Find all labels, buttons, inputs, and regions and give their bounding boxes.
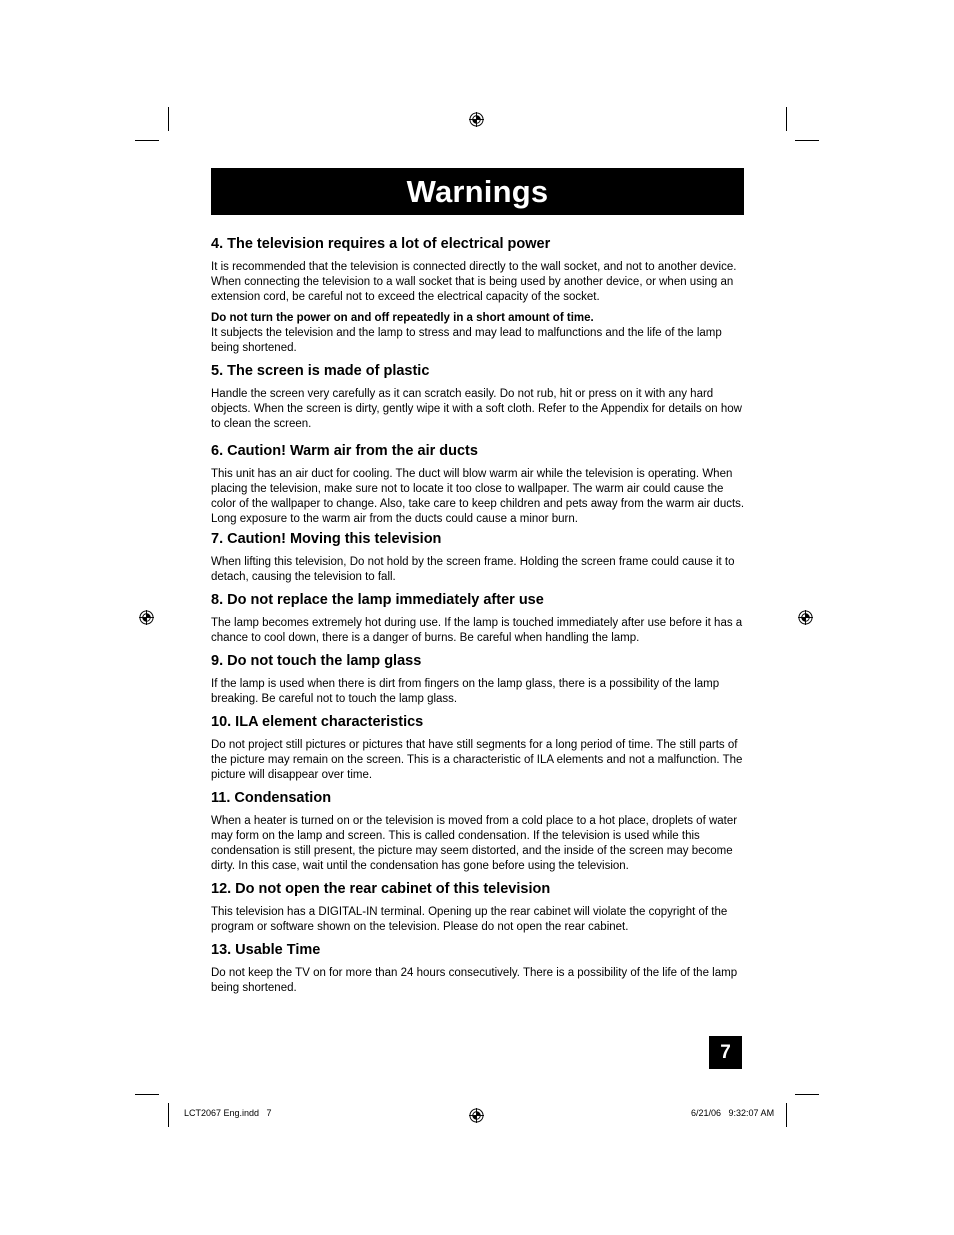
section-heading: 10. ILA element characteristics [211,714,424,730]
section-bold-note: Do not turn the power on and off repeatedly in a short amount of time. [211,312,594,324]
section-warm-air [211,443,745,527]
footer-timestamp: 6/21/06 9:32:07 AM [691,1108,775,1118]
section-paragraph: Do not project still pictures or pictures that have still segments for a long period of time. The still parts of the picture may remain on the screen. This is a characteristic of ILA elements and not a malfunction. The picture will disappear over time. [211,739,743,781]
page-title: Warnings [211,168,744,215]
crop-mark-top-left-vertical [168,107,169,131]
section-condensation [211,790,745,874]
page-number-badge: 7 [709,1036,742,1069]
section-paragraph: Handle the screen very carefully as it can scratch easily. Do not rub, hit or press on it with any hard objects. When the screen is dirty, gently wipe it with a soft cloth. Refer to the Appendix for details on how to clean the screen. [211,388,742,430]
crop-mark-bottom-right-horizontal [795,1094,819,1095]
section-paragraph: If the lamp is used when there is dirt from fingers on the lamp glass, there is a possibility of the lamp breaking. Be careful not to touch the lamp glass. [211,678,720,705]
section-paragraph: This unit has an air duct for cooling. The duct will blow warm air while the television is operating. When placing the television, make sure not to locate it too close to wallpaper. The warm air could cause the color of the wallpaper to change. Also, take care to keep children and pets away from the warm air ducts. Long exposure to the warm air from the ducts could cause a minor burn. [211,468,745,525]
section-screen-plastic [211,363,745,432]
crop-mark-bottom-left-vertical [168,1103,169,1127]
section-heading: 8. Do not replace the lamp immediately after use [211,592,544,608]
section-electrical-power [211,236,745,356]
warnings-content [211,236,745,996]
registration-mark-icon [469,1108,484,1123]
section-lamp-replace [211,592,745,646]
crop-mark-bottom-right-vertical [786,1103,787,1127]
section-moving-television [211,531,745,585]
section-paragraph: When lifting this television, Do not hold by the screen frame. Holding the screen frame could cause it to detach, causing the television to fall. [211,556,735,583]
section-paragraph: It subjects the television and the lamp to stress and may lead to malfunctions and the life of the lamp being shortened. [211,327,722,354]
crop-mark-top-right-horizontal [795,140,819,141]
crop-mark-top-right-vertical [786,107,787,131]
section-heading: 9. Do not touch the lamp glass [211,653,422,669]
section-rear-cabinet [211,881,745,935]
section-heading: 5. The screen is made of plastic [211,363,430,379]
section-paragraph: When a heater is turned on or the television is moved from a cold place to a hot place, droplets of water may form on the lamp and screen. This is called condensation. If the television is used while this condensation is still present, the picture may seem distorted, and the inside of the screen may become dirty. In this case, wait until the condensation has gone before using the television. [211,815,738,872]
section-heading: 7. Caution! Moving this television [211,531,442,547]
section-heading: 13. Usable Time [211,942,321,958]
section-heading: 12. Do not open the rear cabinet of this television [211,881,551,897]
crop-mark-top-left-horizontal [135,140,159,141]
registration-mark-icon [798,610,813,625]
section-heading: 11. Condensation [211,790,332,806]
section-paragraph: It is recommended that the television is connected directly to the wall socket, and not to another device. When connecting the television to a wall socket that is being used by another device, or when using an extension cord, be careful not to exceed the electrical capacity of the socket. [211,261,737,303]
registration-mark-icon [469,112,484,127]
section-ila-element [211,714,745,783]
crop-mark-bottom-left-horizontal [135,1094,159,1095]
section-lamp-glass [211,653,745,707]
section-paragraph: The lamp becomes extremely hot during use. If the lamp is touched immediately after use before it has a chance to cool down, there is a danger of burns. Be careful when handling the lamp. [211,617,743,644]
section-heading: 6. Caution! Warm air from the air ducts [211,443,478,459]
registration-mark-icon [139,610,154,625]
section-paragraph: Do not keep the TV on for more than 24 hours consecutively. There is a possibility of the life of the lamp being shortened. [211,967,738,994]
section-usable-time [211,942,745,996]
section-heading: 4. The television requires a lot of electrical power [211,236,551,252]
section-paragraph: This television has a DIGITAL-IN terminal. Opening up the rear cabinet will violate the copyright of the program or software shown on the television. Please do not open the rear cabinet. [211,906,728,933]
footer-file-name: LCT2067 Eng.indd 7 [184,1108,272,1118]
